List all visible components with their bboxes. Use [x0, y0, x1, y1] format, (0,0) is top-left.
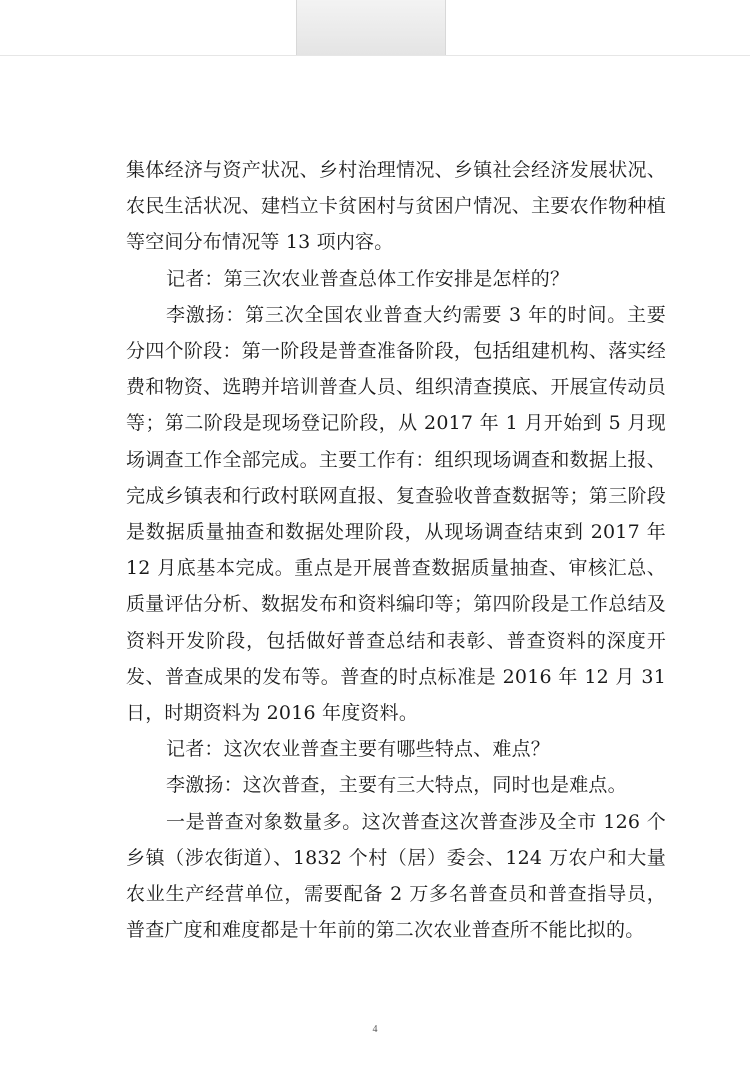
paragraph-reporter-question-1: 记者：第三次农业普查总体工作安排是怎样的？ — [166, 267, 570, 290]
paragraph-continuation: 集体经济与资产状况、乡村治理情况、乡镇社会经济发展状况、农民生活状况、建档立卡贫困村与贫困户情况、主要农作物种植等空间分布情况等 13 项内容。 — [126, 159, 666, 254]
document-body — [126, 152, 666, 948]
page-number: 4 — [372, 1024, 378, 1035]
paragraph-reporter-question-2: 记者：这次农业普查主要有哪些特点、难点？ — [166, 738, 551, 761]
scan-artifact-tab — [296, 0, 446, 56]
paragraph-answer-stages: 李激扬：第三次全国农业普查大约需要 3 年的时间。主要分四个阶段：第一阶段是普查准备阶段，包括组建机构、落实经费和物资、选聘并培训普查人员、组织清查摸底、开展宣传动员等；第二阶段是现场登记阶段，从 2017 年 1 月开始到 5 月现场调查工作全部完成。主要工作有：组织现场调查和数据上报、完成乡镇表和行政村联网直报、复查验收普查数据等；第三阶段是数据质量抽查和数据处理阶段，从现场调查结束到 2017 年 12 月底基本完成。重点是开展普查数据质量抽查、审核汇总、质量评估分析、数据发布和资料编印等；第四阶段是工作总结及资料开发阶段，包括做好普查总结和表彰、普查资料的深度开发、普查成果的发布等。普查的时点标准是 2016 年 12 月 31 日，时期资料为 2016 年度资料。 — [126, 303, 666, 725]
paragraph-feature-one: 一是普查对象数量多。这次普查这次普查涉及全市 126 个乡镇（涉农街道）、1832 个村（居）委会、124 万农户和大量农业生产经营单位，需要配备 2 万多名普查员和普查指导员，普查广度和难度都是十年前的第二次农业普查所不能比拟的。 — [126, 810, 666, 942]
scan-artifact-line — [0, 55, 750, 56]
paragraph-answer-features: 李激扬：这次普查，主要有三大特点，同时也是难点。 — [166, 774, 627, 797]
